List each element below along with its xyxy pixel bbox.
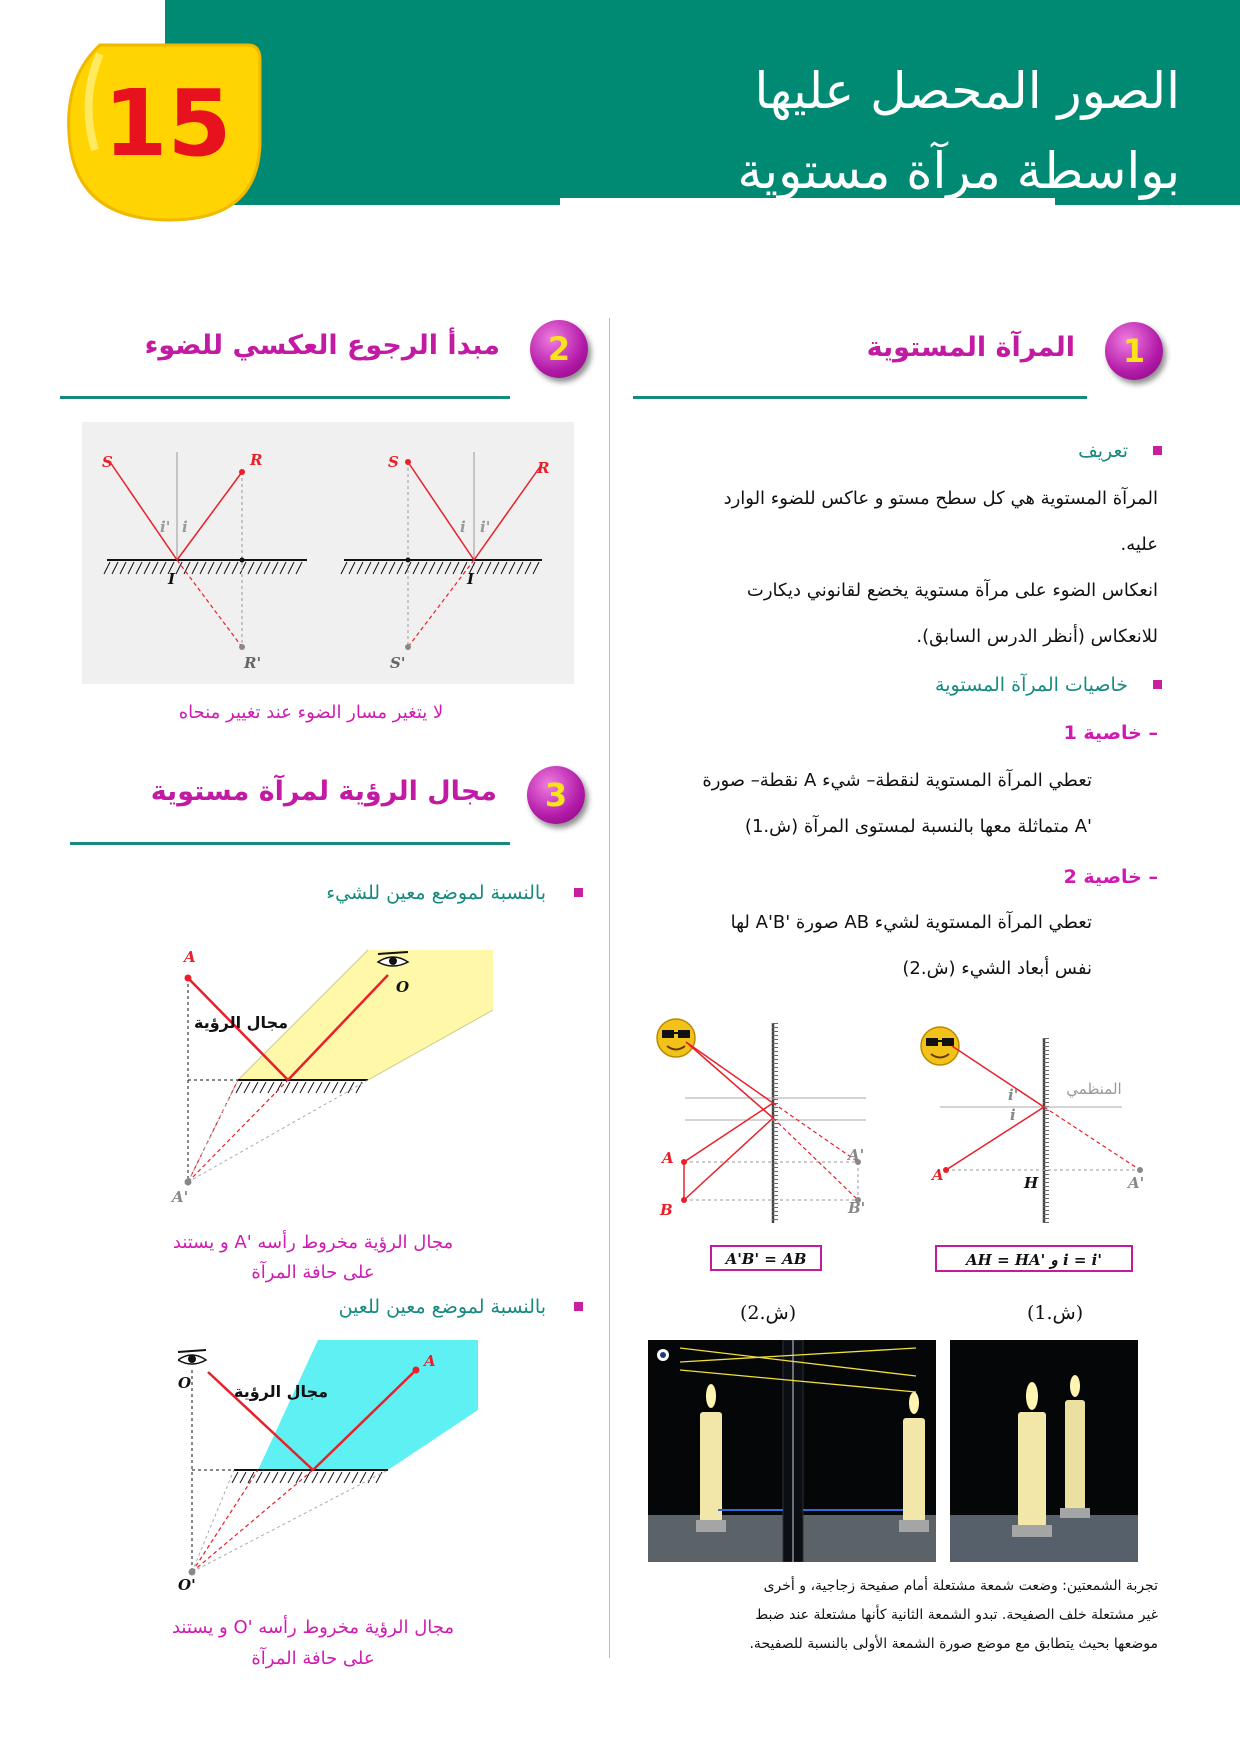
label-i-prime: i' (1008, 1086, 1019, 1104)
bullet (574, 888, 583, 897)
label-A: A (184, 948, 196, 966)
label-O: O (178, 1374, 192, 1392)
photo-caption-line-3: موضعها بحيث يتطابق مع موضع صورة الشمعة الأولى بالنسبة للصفيحة. (749, 1636, 1158, 1652)
label-A: A (932, 1166, 944, 1184)
object-caption-line-1: مجال الرؤية مخروط رأسه 'A و يستند (172, 1232, 454, 1253)
label-R: R (250, 451, 263, 469)
section-2-number: 2 (530, 320, 588, 378)
label-B: B (660, 1201, 673, 1219)
section-2-rule (60, 396, 510, 399)
page-title-line-1: الصور المحصل عليها (754, 62, 1180, 120)
field-of-view-label: مجال الرؤية (234, 1382, 328, 1401)
label-i: i (1010, 1106, 1016, 1124)
sunglasses-face-icon (657, 1019, 695, 1057)
label-A: A (662, 1149, 674, 1167)
field-of-view-label: مجال الرؤية (194, 1013, 288, 1032)
label-S-prime: S' (390, 654, 406, 672)
field-of-view-eye-diagram (178, 1340, 480, 1598)
object-position-heading: بالنسبة لموضع معين للشيء (326, 882, 546, 904)
section-2-title: مبدأ الرجوع العكسي للضوء (144, 330, 500, 361)
section-1-rule (633, 396, 1087, 399)
eye-position-heading: بالنسبة لموضع معين للعين (338, 1296, 546, 1318)
section-3-rule (70, 842, 510, 845)
property-2-line-2: نفس أبعاد الشيء (ش.2) (902, 958, 1092, 979)
label-R-prime: R' (244, 654, 262, 672)
label-O: O (396, 978, 410, 996)
label-A: A (424, 1352, 436, 1370)
label-I: I (467, 570, 475, 588)
figure-1-formula: AH = HA' و i = i' (966, 1251, 1102, 1269)
section-1-number: 1 (1105, 322, 1163, 380)
section-2-caption: لا يتغير مسار الضوء عند تغيير منحاه (178, 702, 444, 723)
label-i: i (182, 518, 188, 536)
photo-caption-line-2: غير مشتعلة خلف الصفيحة. تبدو الشمعة الثانية كأنها مشتعلة عند ضبط (755, 1607, 1158, 1623)
property-2-line-1: تعطي المرآة المستوية لشيء AB صورة 'A'B لها (730, 912, 1092, 933)
section-1-title: المرآة المستوية (866, 332, 1075, 363)
definition-line-2: عليه. (1120, 534, 1158, 555)
label-S: S (388, 453, 399, 471)
property-1-heading: – خاصية 1 (1063, 722, 1158, 744)
label-A-prime: A' (848, 1146, 865, 1164)
section-3-number: 3 (527, 766, 585, 824)
bullet (1153, 446, 1162, 455)
normal-label: المنظمي (1066, 1080, 1122, 1098)
definition-line-3: انعكاس الضوء على مرآة مستوية يخضع لقانوني ديكارت (746, 580, 1158, 601)
lesson-number: 15 (103, 70, 232, 177)
label-I: I (168, 570, 176, 588)
figure-2-formula: A'B' = AB (725, 1250, 807, 1268)
label-R: R (537, 459, 550, 477)
bullet (1153, 680, 1162, 689)
photo-caption-line-1: تجربة الشمعتين: وضعت شمعة مشتعلة أمام صفيحة زجاجية، و أخرى (763, 1578, 1158, 1594)
eye-icon (660, 1352, 666, 1358)
label-i: i (460, 518, 466, 536)
figure-1-caption: (ش.1) (1027, 1302, 1084, 1324)
label-O-prime: O' (178, 1576, 196, 1594)
eye-caption-line-1: مجال الرؤية مخروط رأسه 'O و يستند (171, 1617, 455, 1638)
page-title-line-2: بواسطة مرآة مستوية (737, 142, 1180, 200)
label-A-prime: A' (172, 1188, 189, 1206)
bullet (574, 1302, 583, 1311)
candle-photo-with-glass (648, 1340, 936, 1562)
properties-heading: خاصيات المرآة المستوية (935, 674, 1128, 696)
definition-heading: تعريف (1078, 440, 1128, 462)
property-1-line-1: تعطي المرآة المستوية لنقطة– شيء A نقطة– صورة (702, 770, 1092, 791)
candle-photo-without-glass (950, 1340, 1138, 1562)
label-B-prime: B' (848, 1199, 866, 1217)
label-A-prime: A' (1128, 1174, 1145, 1192)
reverse-light-diagram (82, 422, 574, 684)
field-of-view-object-diagram (168, 930, 508, 1216)
property-1-line-2: 'A متماثلة معها بالنسبة لمستوى المرآة (ش.1) (744, 816, 1092, 837)
figure-2-diagram (648, 1008, 870, 1272)
figure-2-caption: (ش.2) (740, 1302, 797, 1324)
column-divider (609, 318, 610, 1658)
label-i-prime: i' (480, 518, 491, 536)
figure-1-diagram (912, 1008, 1150, 1272)
section-3-title: مجال الرؤية لمرآة مستوية (150, 776, 497, 807)
eye-icon (178, 1350, 206, 1364)
definition-line-4: للانعكاس (أنظر الدرس السابق). (916, 626, 1158, 647)
label-H: H (1024, 1174, 1039, 1192)
label-S: S (102, 453, 113, 471)
object-caption-line-2: على حافة المرآة (251, 1262, 375, 1283)
definition-line-1: المرآة المستوية هي كل سطح مستو و عاكس للضوء الوارد (723, 488, 1158, 509)
label-i-prime: i' (160, 518, 171, 536)
eye-caption-line-2: على حافة المرآة (251, 1648, 375, 1669)
property-2-heading: – خاصية 2 (1063, 866, 1158, 888)
